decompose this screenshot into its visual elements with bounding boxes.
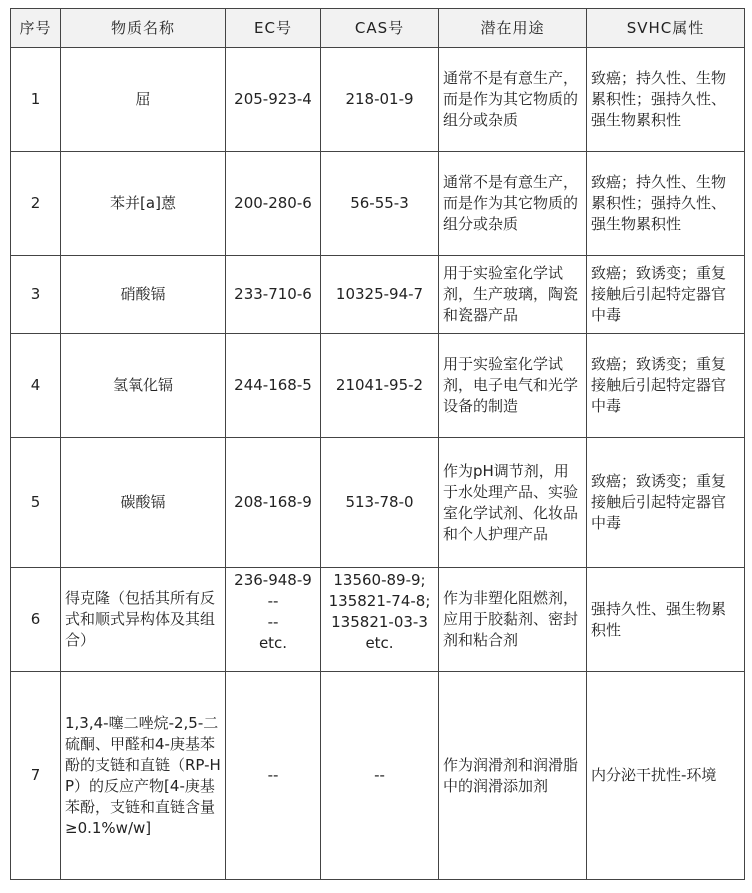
cell-svhc: 致癌；致诱变；重复接触后引起特定器官中毒	[587, 334, 745, 438]
ec-line: --	[267, 613, 279, 631]
cell-name: 得克隆（包括其所有反式和顺式异构体及其组合）	[61, 568, 226, 672]
table-row	[11, 256, 745, 334]
cell-no: 5	[11, 438, 61, 568]
table-row	[11, 152, 745, 256]
header-use: 潜在用途	[439, 9, 587, 48]
cell-no: 4	[11, 334, 61, 438]
table-row	[11, 438, 745, 568]
table-row	[11, 672, 745, 880]
cas-line: 13560-89-9;	[333, 571, 426, 589]
cell-name: 苯并[a]蒽	[61, 152, 226, 256]
table-row	[11, 568, 745, 672]
cell-cas: --	[321, 672, 439, 880]
cell-no: 2	[11, 152, 61, 256]
cell-svhc: 致癌；致诱变；重复接触后引起特定器官中毒	[587, 256, 745, 334]
cell-cas: 513-78-0	[321, 438, 439, 568]
cell-name: 1,3,4-噻二唑烷-2,5-二硫酮、甲醛和4-庚基苯酚的支链和直链（RP-HP）的反应产物[4-庚基苯酚，支链和直链含量≥0.1%w/w]	[61, 672, 226, 880]
cell-ec: 200-280-6	[226, 152, 321, 256]
cell-ec: 205-923-4	[226, 48, 321, 152]
cell-use: 通常不是有意生产，而是作为其它物质的组分或杂质	[439, 48, 587, 152]
cell-use: 用于实验室化学试剂，生产玻璃，陶瓷和瓷器产品	[439, 256, 587, 334]
ec-line: 236-948-9	[234, 571, 312, 589]
svhc-table	[10, 8, 745, 880]
ec-line: etc.	[258, 634, 288, 652]
cell-name: 硝酸镉	[61, 256, 226, 334]
cell-cas: 21041-95-2	[321, 334, 439, 438]
cell-use: 作为非塑化阻燃剂，应用于胶黏剂、密封剂和粘合剂	[439, 568, 587, 672]
cell-name: 屈	[61, 48, 226, 152]
cell-ec: --	[226, 672, 321, 880]
cas-line: etc.	[365, 634, 394, 652]
cell-use: 作为润滑剂和润滑脂中的润滑添加剂	[439, 672, 587, 880]
cell-use: 通常不是有意生产，而是作为其它物质的组分或杂质	[439, 152, 587, 256]
cell-ec: 233-710-6	[226, 256, 321, 334]
cell-svhc: 内分泌干扰性-环境	[587, 672, 745, 880]
cell-svhc: 致癌；致诱变；重复接触后引起特定器官中毒	[587, 438, 745, 568]
cell-no: 6	[11, 568, 61, 672]
header-name: 物质名称	[61, 9, 226, 48]
cell-svhc: 致癌；持久性、生物累积性；强持久性、强生物累积性	[587, 152, 745, 256]
cas-line: 135821-74-8;	[328, 592, 431, 610]
svhc-table-container	[10, 8, 744, 880]
cell-cas: 10325-94-7	[321, 256, 439, 334]
cell-use: 用于实验室化学试剂，电子电气和光学设备的制造	[439, 334, 587, 438]
cell-svhc: 致癌；持久性、生物累积性；强持久性、强生物累积性	[587, 48, 745, 152]
header-cas: CAS号	[321, 9, 439, 48]
table-row	[11, 48, 745, 152]
cell-no: 7	[11, 672, 61, 880]
header-ec: EC号	[226, 9, 321, 48]
table-header-row	[11, 9, 745, 48]
cell-no: 3	[11, 256, 61, 334]
cell-svhc: 强持久性、强生物累积性	[587, 568, 745, 672]
cas-line: 135821-03-3	[331, 613, 428, 631]
cell-cas: 218-01-9	[321, 48, 439, 152]
cell-no: 1	[11, 48, 61, 152]
cell-ec: 208-168-9	[226, 438, 321, 568]
ec-line: --	[267, 592, 279, 610]
cell-ec: 244-168-5	[226, 334, 321, 438]
table-row	[11, 334, 745, 438]
cell-name: 氢氧化镉	[61, 334, 226, 438]
cell-cas: 56-55-3	[321, 152, 439, 256]
cell-name: 碳酸镉	[61, 438, 226, 568]
header-svhc: SVHC属性	[587, 9, 745, 48]
cell-cas	[321, 568, 439, 672]
cell-ec	[226, 568, 321, 672]
header-no: 序号	[11, 9, 61, 48]
cell-use: 作为pH调节剂，用于水处理产品、实验室化学试剂、化妆品和个人护理产品	[439, 438, 587, 568]
